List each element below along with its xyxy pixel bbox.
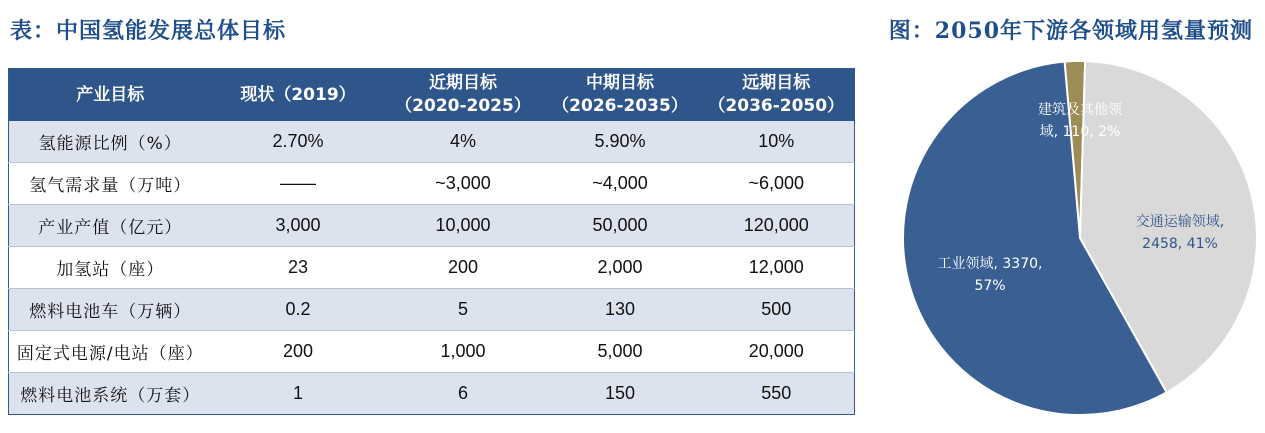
table-row [9,247,855,289]
header-line: 近期目标 [429,73,497,93]
row-header-cell: 产业产值（亿元） [9,205,212,247]
row-header-cell: 燃料电池系统（万套） [9,373,212,415]
row-header-cell: 加氢站（座） [9,247,212,289]
pie-label-line: 域, 110, 2% [1039,124,1121,140]
table-cell: ~6,000 [699,163,855,205]
header-cell [542,69,699,122]
table-body [9,121,855,415]
table-cell: 150 [542,373,699,415]
table-cell: 20,000 [699,331,855,373]
table-cell: 10,000 [385,205,542,247]
header-line: （2020-2025） [395,96,531,116]
table-cell: 3,000 [212,205,385,247]
pie-label-line: 57% [974,278,1006,294]
header-cell [212,69,385,122]
header-line: 现状（2019） [240,84,356,105]
table-cell: 6 [385,373,542,415]
table-row [9,205,855,247]
usage-pie-chart [870,56,1265,424]
table-cell: 5,000 [542,331,699,373]
table-cell: 4% [385,121,542,163]
row-header-cell: 氢气需求量（万吨） [9,163,212,205]
pie-label-line: 建筑及其他领 [1038,102,1122,118]
pie-label-line: 工业领域, 3370, [937,256,1043,272]
table-cell: 130 [542,289,699,331]
header-line: （2036-2050） [708,96,845,116]
header-line: 远期目标 [742,73,811,93]
table-cell: 12,000 [699,247,855,289]
table-cell: 2,000 [542,247,699,289]
pie-label-line: 交通运输领域, [1135,214,1225,230]
table-cell: 200 [385,247,542,289]
table-row [9,163,855,205]
table-cell: 1 [212,373,385,415]
table-row [9,121,855,163]
hydrogen-targets-table [8,68,855,415]
table-cell: ~4,000 [542,163,699,205]
table-cell: 10% [699,121,855,163]
table-row [9,331,855,373]
header-cell [385,69,542,122]
table-row [9,373,855,415]
table-cell: 500 [699,289,855,331]
table-header-row [9,69,855,122]
table-cell: 1,000 [385,331,542,373]
header-line: 中期目标 [586,73,654,93]
header-line: （2026-2035） [552,96,688,116]
row-header-cell: 氢能源比例（%） [9,121,212,163]
table-cell: 120,000 [699,205,855,247]
row-header-cell: 固定式电源/电站（座） [9,331,212,373]
header-line: 产业目标 [76,84,145,105]
table-title: 表：中国氢能发展总体目标 [10,18,287,44]
table-cell: 5 [385,289,542,331]
table-cell: 23 [212,247,385,289]
row-header-cell: 燃料电池车（万辆） [9,289,212,331]
table-cell: 200 [212,331,385,373]
table-cell: 550 [699,373,855,415]
header-cell [699,69,855,122]
table-cell: 5.90% [542,121,699,163]
table-cell: 2.70% [212,121,385,163]
table-cell: ~3,000 [385,163,542,205]
table-row [9,289,855,331]
pie-label-line: 2458, 41% [1142,236,1218,252]
header-cell [9,69,212,122]
table-cell: 50,000 [542,205,699,247]
chart-title: 图：2050年下游各领域用氢量预测 [888,18,1253,44]
table-cell: 0.2 [212,289,385,331]
table-cell: —— [212,163,385,205]
